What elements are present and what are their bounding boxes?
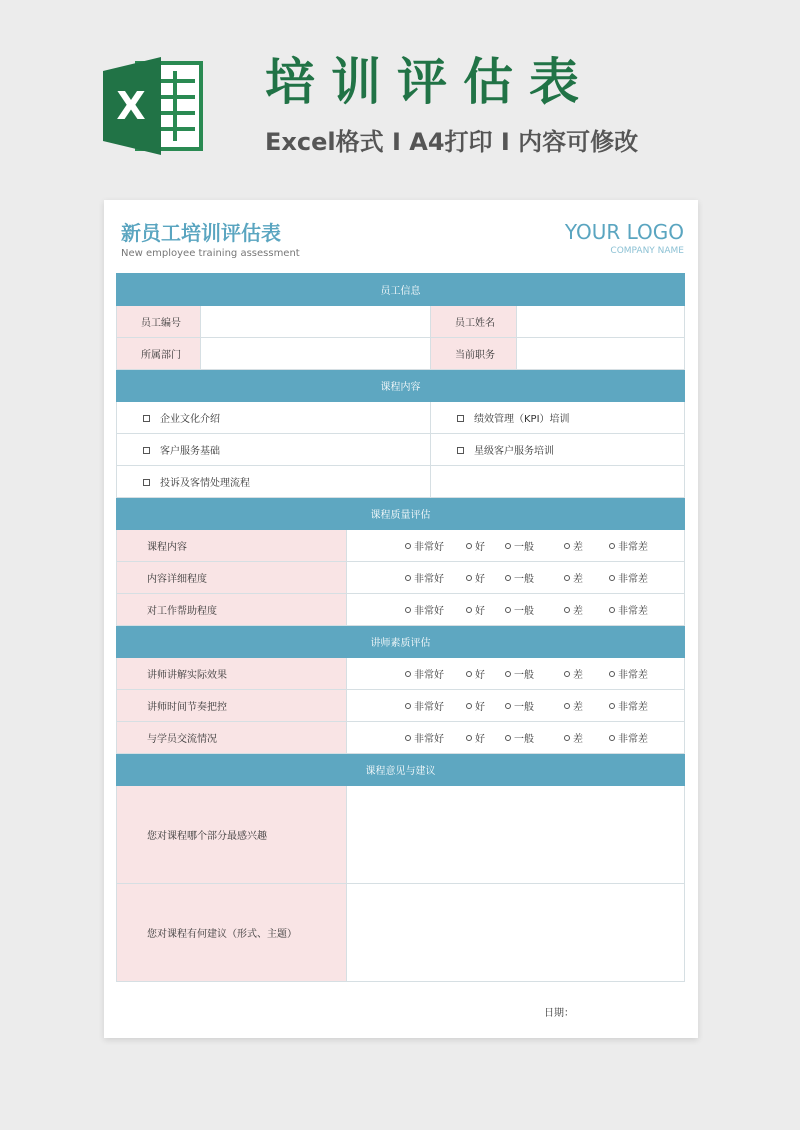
radio-icon[interactable] (405, 543, 411, 549)
rating-group[interactable] (347, 530, 685, 562)
radio-icon[interactable] (564, 735, 570, 741)
rating-option[interactable] (609, 538, 648, 553)
rating-option-label: 差 (573, 606, 583, 617)
rating-option[interactable] (564, 570, 583, 585)
checkbox-icon[interactable] (143, 415, 150, 422)
radio-icon[interactable] (405, 735, 411, 741)
rating-option[interactable] (564, 698, 583, 713)
radio-icon[interactable] (505, 671, 511, 677)
feedback-question: 您对课程有何建议（形式、主题） (117, 884, 347, 982)
company-logo: YOUR LOGO (564, 220, 684, 244)
rating-group[interactable] (347, 722, 685, 754)
radio-icon[interactable] (505, 575, 511, 581)
rating-option[interactable] (505, 602, 534, 617)
rating-option-label: 非常差 (618, 702, 648, 713)
rating-option[interactable] (505, 730, 534, 745)
section-feedback: 课程意见与建议 (117, 754, 685, 786)
rating-option-label: 好 (475, 734, 485, 745)
radio-icon[interactable] (466, 671, 472, 677)
rating-option[interactable] (609, 666, 648, 681)
radio-icon[interactable] (405, 575, 411, 581)
rating-option[interactable] (405, 602, 444, 617)
quality-item-label: 课程内容 (117, 530, 347, 562)
radio-icon[interactable] (564, 703, 570, 709)
trainer-item-label: 讲师时间节奏把控 (117, 690, 347, 722)
checkbox-icon[interactable] (457, 415, 464, 422)
empty-cell (431, 466, 685, 498)
section-employee-info: 员工信息 (117, 274, 685, 306)
course-item[interactable]: 星级客户服务培训 (431, 434, 685, 466)
radio-icon[interactable] (505, 703, 511, 709)
rating-option[interactable] (564, 666, 583, 681)
rating-option-label: 非常好 (414, 542, 444, 553)
feedback-answer-field[interactable] (347, 884, 685, 982)
assessment-form (116, 273, 685, 982)
rating-option-label: 一般 (514, 606, 534, 617)
banner-title: 培训评估表 (265, 53, 595, 111)
rating-option[interactable] (564, 538, 583, 553)
rating-option-label: 差 (573, 734, 583, 745)
banner-subtitle: Excel格式 I A4打印 I 内容可修改 (265, 128, 639, 156)
feedback-answer-field[interactable] (347, 786, 685, 884)
department-field[interactable] (201, 338, 431, 370)
course-item[interactable]: 绩效管理（KPI）培训 (431, 402, 685, 434)
rating-option[interactable] (564, 730, 583, 745)
excel-icon-letter: X (116, 84, 146, 128)
radio-icon[interactable] (405, 607, 411, 613)
rating-group[interactable] (347, 562, 685, 594)
rating-option-label: 一般 (514, 574, 534, 585)
rating-option[interactable] (564, 602, 583, 617)
rating-option-label: 非常差 (618, 606, 648, 617)
rating-option[interactable] (609, 570, 648, 585)
employee-id-label: 员工编号 (117, 306, 201, 338)
radio-icon[interactable] (466, 735, 472, 741)
radio-icon[interactable] (564, 543, 570, 549)
rating-option[interactable] (505, 570, 534, 585)
course-item[interactable]: 投诉及客情处理流程 (117, 466, 431, 498)
radio-icon[interactable] (609, 575, 615, 581)
rating-option[interactable] (466, 602, 485, 617)
quality-item-label: 内容详细程度 (117, 562, 347, 594)
rating-option[interactable] (505, 698, 534, 713)
radio-icon[interactable] (609, 735, 615, 741)
rating-option-label: 差 (573, 574, 583, 585)
radio-icon[interactable] (505, 543, 511, 549)
checkbox-icon[interactable] (457, 447, 464, 454)
section-course-quality: 课程质量评估 (117, 498, 685, 530)
document-title: 新员工培训评估表 (121, 221, 281, 245)
radio-icon[interactable] (466, 607, 472, 613)
radio-icon[interactable] (466, 543, 472, 549)
radio-icon[interactable] (466, 575, 472, 581)
radio-icon[interactable] (564, 607, 570, 613)
rating-option-label: 好 (475, 670, 485, 681)
rating-option-label: 一般 (514, 670, 534, 681)
rating-group[interactable] (347, 594, 685, 626)
rating-option-label: 差 (573, 670, 583, 681)
radio-icon[interactable] (609, 607, 615, 613)
checkbox-icon[interactable] (143, 447, 150, 454)
rating-option-label: 好 (475, 702, 485, 713)
radio-icon[interactable] (505, 607, 511, 613)
document-subtitle: New employee training assessment (121, 248, 300, 259)
rating-option[interactable] (405, 730, 444, 745)
rating-option-label: 差 (573, 702, 583, 713)
rating-option-label: 好 (475, 574, 485, 585)
rating-option[interactable] (466, 538, 485, 553)
rating-option-label: 一般 (514, 542, 534, 553)
rating-option-label: 非常差 (618, 574, 648, 585)
rating-option[interactable] (466, 570, 485, 585)
excel-icon (103, 57, 203, 155)
rating-option[interactable] (505, 538, 534, 553)
rating-option[interactable] (405, 538, 444, 553)
rating-option-label: 非常好 (414, 574, 444, 585)
department-label: 所属部门 (117, 338, 201, 370)
trainer-item-label: 讲师讲解实际效果 (117, 658, 347, 690)
rating-option[interactable] (405, 698, 444, 713)
radio-icon[interactable] (609, 543, 615, 549)
course-item[interactable]: 客户服务基础 (117, 434, 431, 466)
rating-group[interactable] (347, 690, 685, 722)
radio-icon[interactable] (466, 703, 472, 709)
rating-option-label: 非常好 (414, 734, 444, 745)
rating-option[interactable] (466, 730, 485, 745)
radio-icon[interactable] (405, 703, 411, 709)
rating-option-label: 好 (475, 606, 485, 617)
date-label: 日期： (544, 1008, 574, 1019)
rating-option[interactable] (466, 666, 485, 681)
document-page (104, 200, 698, 1038)
radio-icon[interactable] (564, 671, 570, 677)
employee-name-label: 员工姓名 (431, 306, 517, 338)
quality-item-label: 对工作帮助程度 (117, 594, 347, 626)
position-label: 当前职务 (431, 338, 517, 370)
rating-option[interactable] (405, 570, 444, 585)
rating-group[interactable] (347, 658, 685, 690)
position-field[interactable] (517, 338, 685, 370)
rating-option[interactable] (466, 698, 485, 713)
rating-option[interactable] (405, 666, 444, 681)
employee-name-field[interactable] (517, 306, 685, 338)
rating-option[interactable] (609, 602, 648, 617)
section-course-content: 课程内容 (117, 370, 685, 402)
rating-option-label: 一般 (514, 734, 534, 745)
employee-id-field[interactable] (201, 306, 431, 338)
rating-option[interactable] (609, 730, 648, 745)
radio-icon[interactable] (564, 575, 570, 581)
checkbox-icon[interactable] (143, 479, 150, 486)
rating-option-label: 非常差 (618, 542, 648, 553)
radio-icon[interactable] (405, 671, 411, 677)
rating-option-label: 一般 (514, 702, 534, 713)
rating-option[interactable] (505, 666, 534, 681)
course-item[interactable]: 企业文化介绍 (117, 402, 431, 434)
trainer-item-label: 与学员交流情况 (117, 722, 347, 754)
rating-option-label: 非常差 (618, 734, 648, 745)
rating-option[interactable] (609, 698, 648, 713)
rating-option-label: 非常差 (618, 670, 648, 681)
feedback-question: 您对课程哪个部分最感兴趣 (117, 786, 347, 884)
rating-option-label: 非常好 (414, 670, 444, 681)
rating-option-label: 非常好 (414, 606, 444, 617)
rating-option-label: 非常好 (414, 702, 444, 713)
company-name: COMPANY NAME (610, 246, 684, 256)
promo-banner (0, 0, 800, 190)
rating-option-label: 好 (475, 542, 485, 553)
radio-icon[interactable] (505, 735, 511, 741)
section-trainer-quality: 讲师素质评估 (117, 626, 685, 658)
rating-option-label: 差 (573, 542, 583, 553)
radio-icon[interactable] (609, 703, 615, 709)
radio-icon[interactable] (609, 671, 615, 677)
